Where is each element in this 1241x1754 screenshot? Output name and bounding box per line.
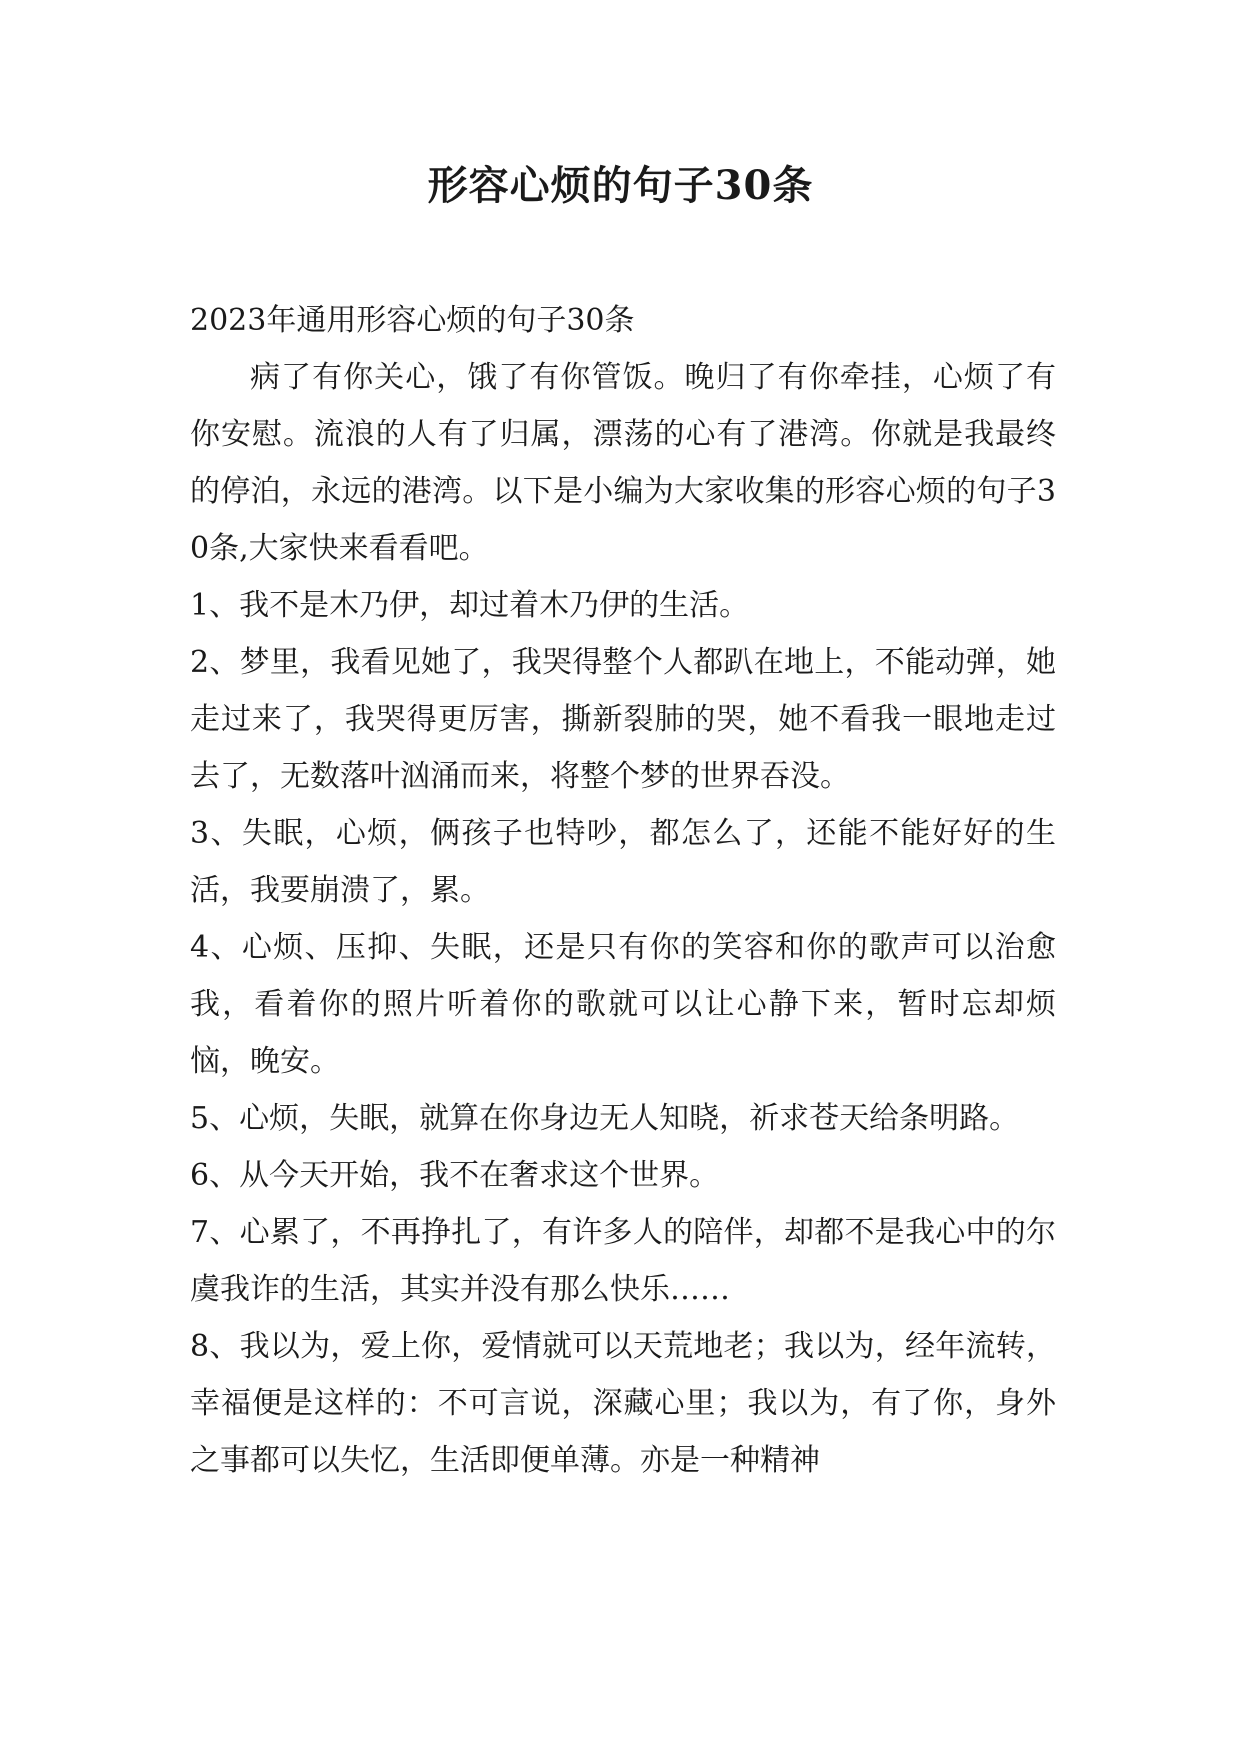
document-title: 形容心烦的句子30条 [427, 162, 814, 209]
list-item: 7、心累了，不再挣扎了，有许多人的陪伴，却都不是我心中的尔虞我诈的生活，其实并没有那么快乐…… [190, 1215, 1056, 1307]
document-body [190, 292, 1056, 1489]
document-subtitle: 2023年通用形容心烦的句子30条 [190, 303, 635, 338]
list-item: 6、从今天开始，我不在奢求这个世界。 [190, 1158, 720, 1193]
list-item: 1、我不是木乃伊，却过着木乃伊的生活。 [190, 588, 750, 623]
list-item: 2、梦里，我看见她了，我哭得整个人都趴在地上，不能动弹，她走过来了，我哭得更厉害，撕新裂肺的哭，她不看我一眼地走过去了，无数落叶汹涌而来，将整个梦的世界吞没。 [190, 645, 1056, 794]
list-item: 3、失眠，心烦，俩孩子也特吵，都怎么了，还能不能好好的生活，我要崩溃了，累。 [190, 816, 1056, 908]
list-item: 5、心烦，失眠，就算在你身边无人知晓，祈求苍天给条明路。 [190, 1101, 1020, 1136]
list-item: 4、心烦、压抑、失眠，还是只有你的笑容和你的歌声可以治愈我，看着你的照片听着你的歌就可以让心静下来，暂时忘却烦恼，晚安。 [190, 930, 1056, 1079]
intro-paragraph: 病了有你关心，饿了有你管饭。晚归了有你牵挂，心烦了有你安慰。流浪的人有了归属，漂荡的心有了港湾。你就是我最终的停泊，永远的港湾。以下是小编为大家收集的形容心烦的句子30条,大家快来看看吧。 [190, 360, 1056, 566]
list-item: 8、我以为，爱上你，爱情就可以天荒地老；我以为，经年流转，幸福便是这样的：不可言说，深藏心里；我以为，有了你，身外之事都可以失忆，生活即便单薄。亦是一种精神 [190, 1329, 1056, 1478]
